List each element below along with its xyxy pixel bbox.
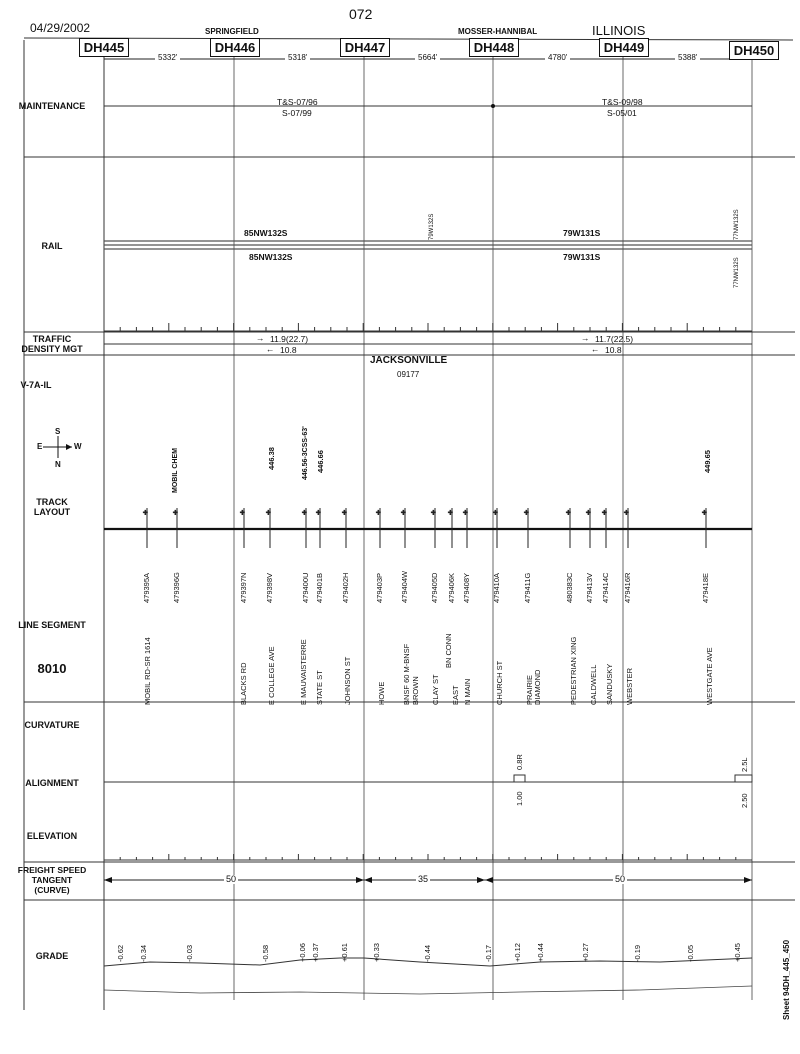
street-name: BLACKS RD (239, 662, 248, 705)
crossing-id: 479395A (142, 572, 151, 603)
grade-value: -0.62 (116, 944, 125, 962)
traffic-left-top: 11.9(22.7) (270, 334, 309, 344)
street-name: E COLLEGE AVE (267, 646, 276, 705)
maint-right-ts: T&S-09/98 (602, 97, 643, 107)
crossing-symbol: + (602, 508, 607, 517)
crossing-symbol: + (143, 508, 148, 517)
traffic-arrow-2: ← (266, 344, 275, 354)
label-grade: GRADE (35, 951, 69, 961)
grade-value: +0.45 (733, 943, 742, 962)
milepost-446-38: 446.38 (267, 447, 276, 470)
label-alignment: ALIGNMENT (25, 778, 79, 788)
crossing-id: 479405D (430, 572, 439, 603)
crossing-symbol: + (401, 508, 406, 517)
speed-2: 35 (418, 874, 429, 884)
sheet-date: 04/29/2002 (30, 21, 91, 35)
crossing-symbol: + (586, 508, 591, 517)
crossing-id: 479400U (301, 572, 310, 603)
street-name: PEDESTRIAN XING (569, 636, 578, 705)
crossing-id: 479410A (492, 572, 501, 603)
grade-value: -0.03 (185, 944, 194, 962)
crossing-id: 479408Y (462, 572, 471, 603)
milepost-446-56: 446.56-3CSS-63' (302, 426, 309, 480)
distance-449-450: 5388' (675, 53, 700, 62)
grade-value: -0.34 (139, 944, 148, 962)
crossing-symbol: + (342, 508, 347, 517)
label-elevation: ELEVATION (26, 831, 78, 841)
compass-s: S (55, 427, 61, 436)
distance-446-447: 5318' (285, 53, 310, 62)
crossing-id: 479401B (315, 572, 324, 603)
street-name: CHURCH ST (495, 660, 504, 705)
maint-right-s: S-05/01 (607, 108, 637, 118)
street-name: DIAMOND (533, 669, 542, 705)
street-name: WEBSTER (625, 667, 634, 705)
crossing-symbol: + (463, 508, 468, 517)
distance-447-448: 5664' (415, 53, 440, 62)
crossing-symbol: + (493, 508, 498, 517)
street-name: STATE ST (315, 670, 324, 705)
milepost-446-66: 446.66 (316, 450, 325, 473)
street-name: CLAY ST (431, 674, 440, 705)
crossing-id: 479413V (585, 572, 594, 603)
label-maintenance: MAINTENANCE (18, 101, 86, 111)
crossing-symbol: + (376, 508, 381, 517)
label-traffic: TRAFFIC DENSITY MGT (21, 334, 83, 355)
street-name: E MAUVAISTERRE (299, 639, 308, 705)
rail-vert-mid: 79W132S (429, 213, 435, 240)
traffic-right-bottom: 10.8 (605, 345, 622, 355)
subdivision-mosser-hannibal: MOSSER-HANNIBAL (458, 27, 538, 36)
compass-e: E (37, 442, 43, 451)
traffic-left-bottom: 10.8 (280, 345, 297, 355)
city-code: 09177 (397, 370, 420, 379)
crossing-id: 479406K (447, 572, 456, 603)
label-track-layout: TRACK LAYOUT (33, 497, 71, 518)
distance-448-449: 4780' (545, 53, 570, 62)
grade-value: -0.17 (484, 944, 493, 962)
compass-n: N (55, 460, 61, 469)
traffic-arrow-1: → (256, 333, 265, 343)
street-name: EAST (451, 685, 460, 705)
grade-value: -0.19 (633, 944, 642, 962)
rail-bottom-left: 85NW132S (249, 252, 293, 262)
crossing-symbol: + (316, 508, 321, 517)
milepost-mobil-chem: MOBIL CHEM (172, 448, 179, 493)
speed-1: 50 (226, 874, 237, 884)
crossing-id: 479411G (523, 572, 532, 603)
distance-445-446: 5332' (155, 53, 180, 62)
station-dh449[interactable]: DH449 (599, 38, 649, 57)
label-line-segment: LINE SEGMENT (18, 620, 86, 630)
station-dh447[interactable]: DH447 (340, 38, 390, 57)
state-name: ILLINOIS (592, 23, 646, 38)
label-curvature: CURVATURE (24, 720, 80, 730)
crossing-symbol: + (173, 508, 178, 517)
crossing-symbol: + (240, 508, 245, 517)
street-name: CALDWELL (589, 664, 598, 705)
street-name: PRAIRIE (525, 674, 534, 705)
station-dh445[interactable]: DH445 (79, 38, 129, 57)
crossing-id: 479398V (265, 572, 274, 603)
speed-3: 50 (615, 874, 626, 884)
grade-value: -0.05 (686, 944, 695, 962)
station-dh446[interactable]: DH446 (210, 38, 260, 57)
street-name: WESTGATE AVE (705, 647, 714, 705)
compass-w: W (74, 442, 82, 451)
crossing-symbol: + (266, 508, 271, 517)
crossing-id: 479416R (623, 572, 632, 603)
rail-bottom-right: 79W131S (563, 252, 601, 262)
street-name: JOHNSON ST (343, 656, 352, 705)
crossing-symbol: + (566, 508, 571, 517)
station-dh448[interactable]: DH448 (469, 38, 519, 57)
street-name: SANDUSKY (605, 663, 614, 705)
grade-value: +0.44 (536, 943, 545, 962)
crossing-symbol: + (302, 508, 307, 517)
grade-value: +0.37 (311, 943, 320, 962)
grade-value: +0.06 (298, 943, 307, 962)
line-segment-number: 8010 (37, 661, 67, 676)
curve-length: 1.00 (515, 791, 524, 806)
curve-degree: 0.8R (515, 754, 524, 770)
sheet-label: Sheet 94DH_445_450 (782, 939, 791, 1020)
crossing-id: 479396G (172, 572, 181, 603)
crossing-symbol: + (524, 508, 529, 517)
crossing-symbol: + (702, 508, 707, 517)
street-name: MOBIL RD-SR 1614 (143, 637, 152, 705)
crossing-id: 479397N (239, 572, 248, 603)
rail-vert-right-bottom: 77NW132S (734, 257, 740, 288)
crossing-id: 479414C (601, 572, 610, 603)
label-v7a: V-7A-IL (20, 380, 52, 390)
curve-right-degree: 2.5L (740, 757, 749, 772)
street-name: BN CONN (444, 633, 453, 668)
crossing-symbol: + (624, 508, 629, 517)
label-rail: RAIL (41, 241, 63, 251)
grade-value: +0.33 (372, 943, 381, 962)
crossing-id: 479418E (701, 572, 710, 603)
city-name: JACKSONVILLE (370, 355, 448, 366)
grade-value: +0.12 (513, 943, 522, 962)
grade-value: +0.27 (581, 943, 590, 962)
street-name: BROWN (411, 676, 420, 705)
maint-left-s: S-07/99 (282, 108, 312, 118)
street-name: N MAIN (463, 678, 472, 705)
grade-value: -0.58 (261, 944, 270, 962)
label-freight-speed: FREIGHT SPEED TANGENT (CURVE) (17, 865, 87, 895)
station-dh450[interactable]: DH450 (729, 41, 779, 60)
traffic-right-top: 11.7(22.5) (595, 334, 634, 344)
crossing-id: 479402H (341, 572, 350, 603)
crossing-symbol: + (431, 508, 436, 517)
rail-top-left: 85NW132S (244, 228, 288, 238)
page-number: 072 (349, 6, 373, 22)
traffic-arrow-4: ← (591, 344, 600, 354)
traffic-arrow-3: → (581, 333, 590, 343)
crossing-symbol: + (448, 508, 453, 517)
street-name: BNSF 60 M-BNSF (402, 643, 411, 705)
crossing-id: 480383C (565, 572, 574, 603)
rail-top-right: 79W131S (563, 228, 601, 238)
crossing-id: 479404W (400, 570, 409, 603)
grade-value: +0.61 (340, 943, 349, 962)
curve-right-length: 2.50 (740, 793, 749, 808)
maint-left-ts: T&S-07/96 (277, 97, 318, 107)
grade-value: -0.44 (423, 944, 432, 962)
milepost-449-65: 449.65 (703, 450, 712, 473)
rail-vert-right-top: 77NW132S (734, 209, 740, 240)
subdivision-springfield: SPRINGFIELD (205, 27, 259, 36)
street-name: HOWE (377, 681, 386, 705)
crossing-id: 479403P (375, 572, 384, 603)
